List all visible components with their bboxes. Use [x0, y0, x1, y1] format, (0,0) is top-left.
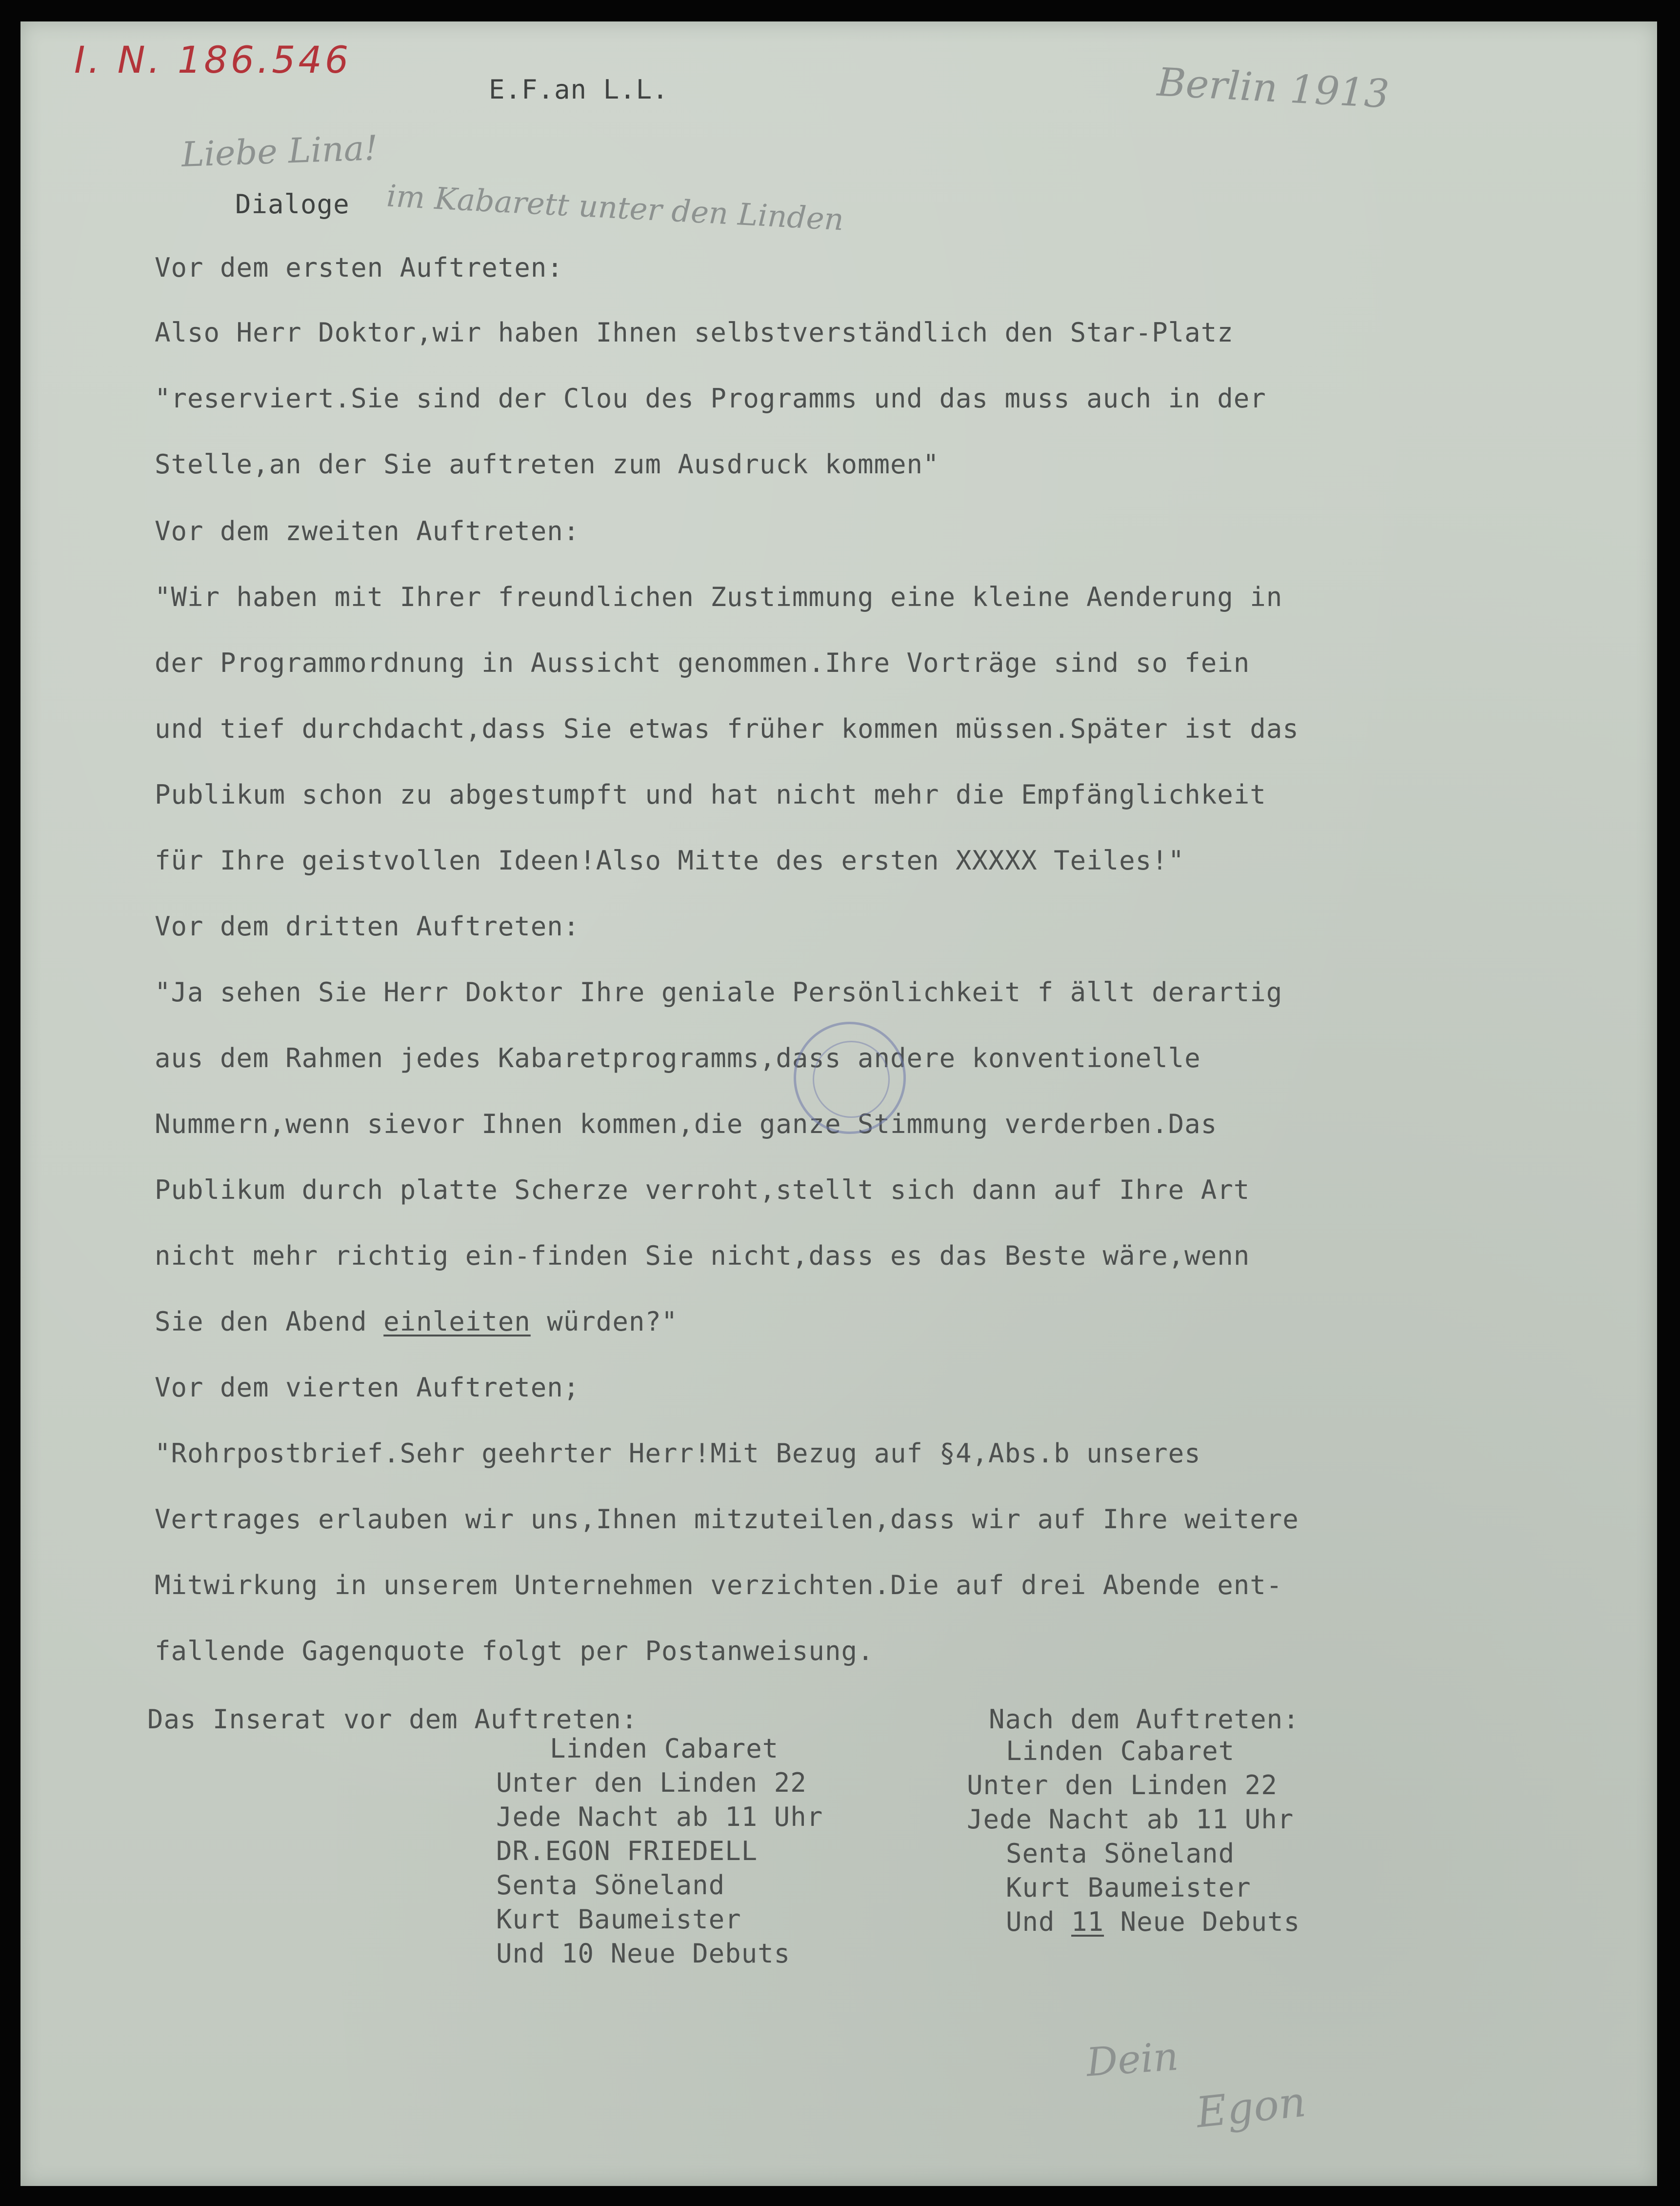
- text-line: Publikum schon zu abgestumpft und hat nicht mehr die Empfänglichkeit: [155, 779, 1266, 810]
- text-line: Also Herr Doktor,wir haben Ihnen selbstverständlich den Star-Platz: [155, 317, 1234, 348]
- text-fragment: Neue Debuts: [1104, 1906, 1300, 1937]
- section-second-heading: Vor dem zweiten Auftreten:: [155, 516, 580, 546]
- underlined-word: einleiten: [383, 1306, 531, 1337]
- section-fourth-heading: Vor dem vierten Auftreten;: [155, 1372, 580, 1403]
- handwritten-title-addition: im Kabarett unter den Linden: [385, 178, 845, 238]
- section-third-body: [155, 978, 1282, 1336]
- inserat-line: Kurt Baumeister: [1006, 1872, 1251, 1903]
- text-line: Publikum durch platte Scherze verroht,stellt sich dann auf Ihre Art: [155, 1174, 1250, 1205]
- text-line: aus dem Rahmen jedes Kabaretprogramms,dass andere konventionelle: [155, 1043, 1201, 1073]
- text-fragment: Sie den Abend: [155, 1306, 384, 1337]
- inserat-line: Unter den Linden 22: [967, 1770, 1278, 1801]
- text-line: "Wir haben mit Ihrer freundlichen Zustimmung eine kleine Aenderung in: [155, 582, 1283, 612]
- inserat-line: Und 10 Neue Debuts: [496, 1938, 791, 1969]
- inserat-after-heading: Nach dem Auftreten:: [989, 1704, 1300, 1735]
- text-line: "Rohrpostbrief.Sehr geehrter Herr!Mit Bezug auf §4,Abs.b unseres: [155, 1438, 1201, 1469]
- letter-header: E.F.an L.L.: [489, 74, 669, 105]
- inserat-line: Kurt Baumeister: [496, 1904, 741, 1935]
- section-fourth-body: [155, 1439, 1299, 1666]
- handwritten-signature-line2: Egon: [1194, 2077, 1308, 2138]
- handwritten-place-date: Berlin 1913: [1156, 59, 1391, 117]
- text-fragment: würden?": [530, 1306, 678, 1337]
- text-line: der Programmordnung in Aussicht genommen.Ihre Vorträge sind so fein: [155, 648, 1250, 678]
- text-line-with-underline: [155, 1307, 1282, 1336]
- text-line: "reserviert.Sie sind der Clou des Programms und das muss auch in der: [155, 383, 1266, 414]
- inserat-line: Jede Nacht ab 11 Uhr: [496, 1801, 823, 1832]
- inserat-line: Senta Söneland: [1006, 1838, 1235, 1869]
- inserat-line: Senta Söneland: [496, 1870, 725, 1901]
- handwritten-signature-line1: Dein: [1084, 2033, 1180, 2085]
- text-line: "Ja sehen Sie Herr Doktor Ihre geniale Persönlichkeit f ällt derartig: [155, 977, 1283, 1008]
- section-first-heading: Vor dem ersten Auftreten:: [155, 252, 563, 283]
- inserat-after-list: [967, 1737, 1300, 1937]
- inserat-line: Unter den Linden 22: [496, 1767, 807, 1798]
- inserat-line: DR.EGON FRIEDELL: [496, 1836, 758, 1866]
- underlined-number: 11: [1071, 1906, 1104, 1937]
- inserat-line: Linden Cabaret: [550, 1733, 779, 1764]
- archive-stamp: [794, 1022, 906, 1134]
- document-title: Dialoge: [235, 189, 350, 220]
- text-line: für Ihre geistvollen Ideen!Also Mitte des ersten XXXXX Teiles!": [155, 845, 1185, 876]
- text-fragment: Und: [1006, 1906, 1072, 1937]
- text-line: Vertrages erlauben wir uns,Ihnen mitzuteilen,dass wir auf Ihre weitere: [155, 1504, 1299, 1535]
- inserat-line: Linden Cabaret: [1006, 1736, 1235, 1766]
- inserat-before-list: [496, 1734, 823, 1968]
- text-line: Stelle,an der Sie auftreten zum Ausdruck kommen": [155, 449, 940, 480]
- inserat-line: Jede Nacht ab 11 Uhr: [967, 1804, 1294, 1835]
- inserat-line: [1006, 1907, 1300, 1937]
- inserat-before-heading: Das Inserat vor dem Auftreten:: [147, 1704, 638, 1735]
- text-line: fallende Gagenquote folgt per Postanweisung.: [155, 1636, 874, 1666]
- text-line: Mitwirkung in unserem Unternehmen verzichten.Die auf drei Abende ent-: [155, 1570, 1283, 1600]
- text-line: nicht mehr richtig ein-finden Sie nicht,dass es das Beste wäre,wenn: [155, 1240, 1250, 1271]
- document-sheet: [20, 21, 1657, 2186]
- section-third-heading: Vor dem dritten Auftreten:: [155, 911, 580, 942]
- archive-number: I. N. 186.546: [74, 38, 352, 81]
- handwritten-salutation: Liebe Lina!: [180, 127, 379, 175]
- text-line: und tief durchdacht,dass Sie etwas früher kommen müssen.Später ist das: [155, 713, 1299, 744]
- text-line: Nummern,wenn sievor Ihnen kommen,die ganze Stimmung verderben.Das: [155, 1109, 1218, 1139]
- section-second-body: [155, 583, 1299, 875]
- section-first-body: [155, 318, 1266, 479]
